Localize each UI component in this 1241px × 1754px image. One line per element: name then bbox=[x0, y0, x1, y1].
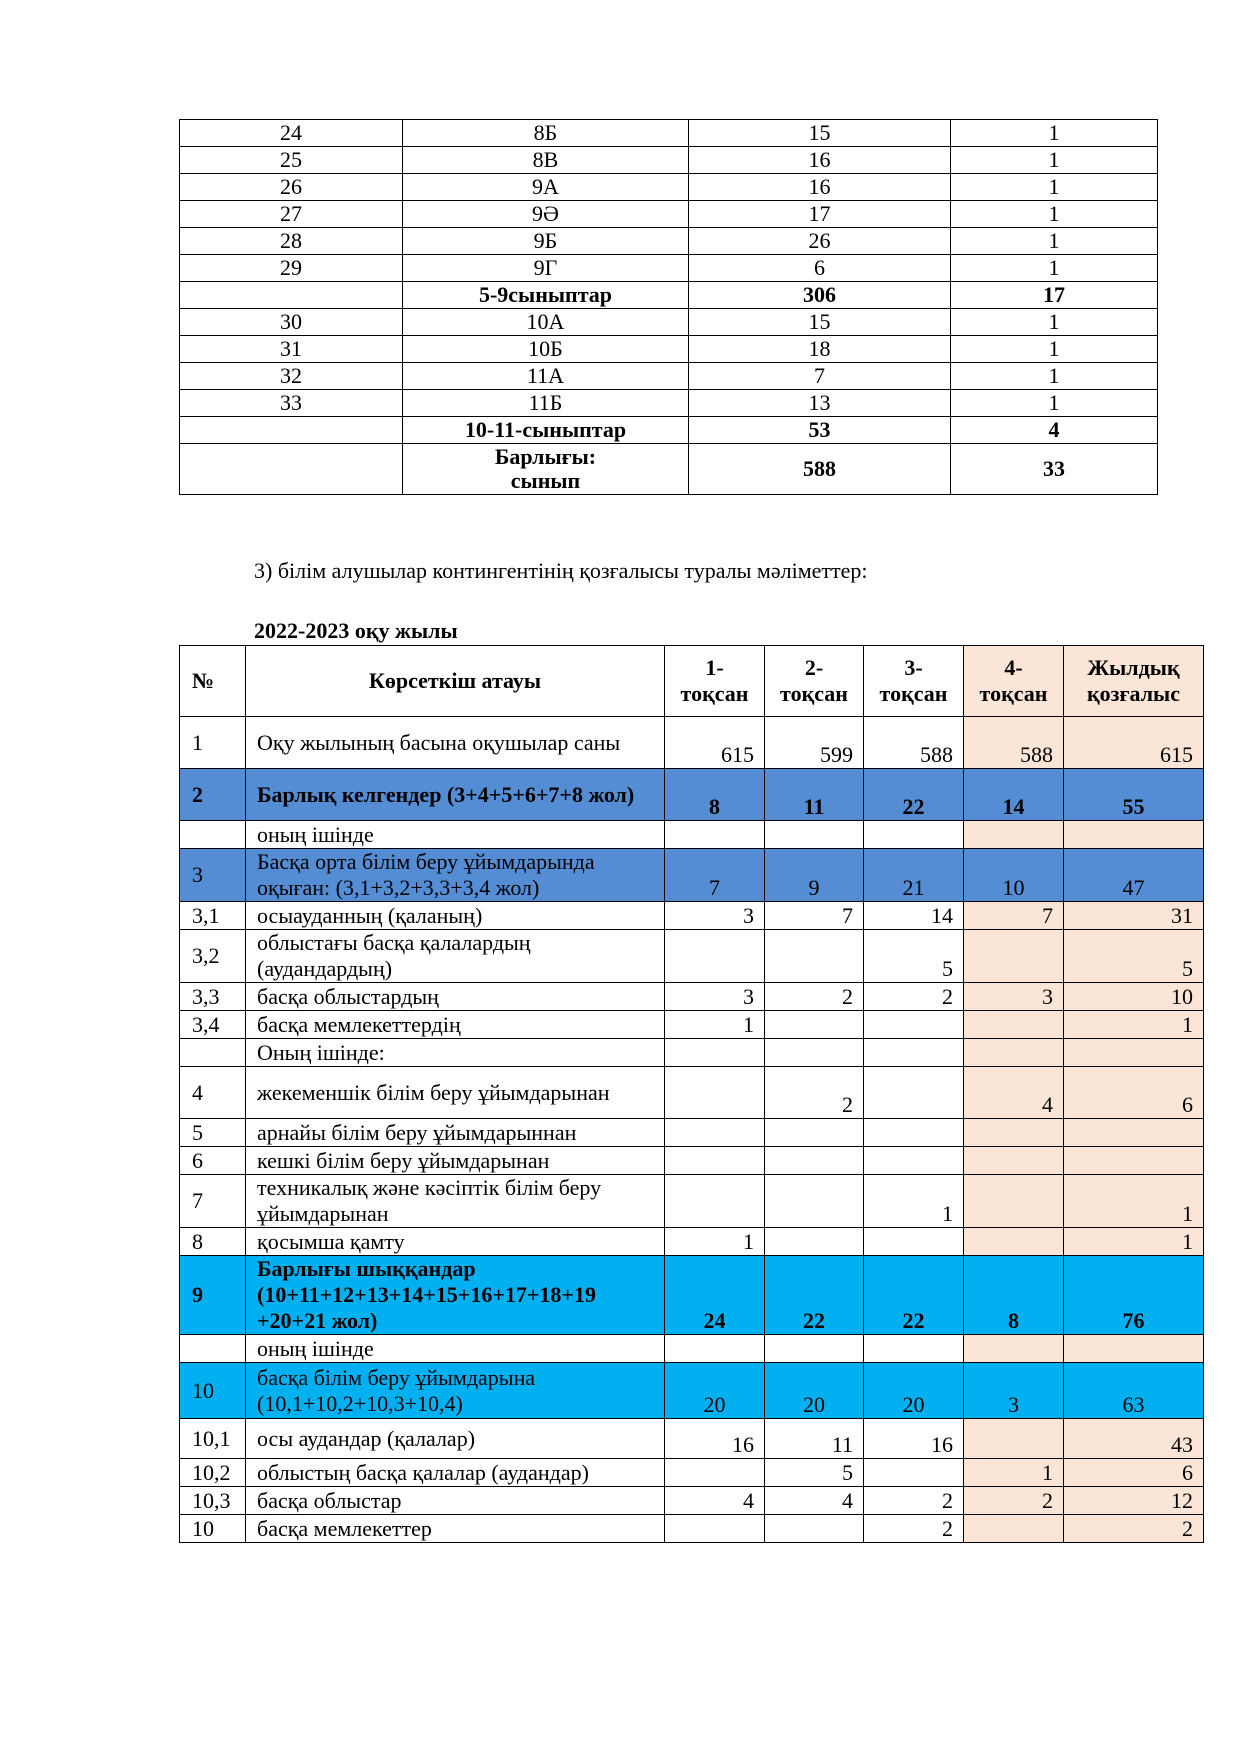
row-number: 3 bbox=[180, 849, 246, 902]
row-number bbox=[180, 417, 403, 444]
row-number: 33 bbox=[180, 390, 403, 417]
indicator-name: басқа облыстар bbox=[246, 1487, 665, 1515]
indicator-name: облыстағы басқа қалалардың (аудандардың) bbox=[246, 930, 665, 983]
q4-value: 4 bbox=[964, 1067, 1064, 1119]
yearly-value bbox=[1064, 821, 1204, 849]
yearly-value: 6 bbox=[1064, 1067, 1204, 1119]
class-name: 8В bbox=[403, 147, 689, 174]
indicator-name: жекеменшік білім беру ұйымдарынан bbox=[246, 1067, 665, 1119]
yearly-value: 1 bbox=[1064, 1175, 1204, 1228]
table-row bbox=[180, 1175, 1204, 1228]
class-name: 9А bbox=[403, 174, 689, 201]
q2-value bbox=[765, 1515, 864, 1543]
q2-value: 2 bbox=[765, 983, 864, 1011]
q1-value bbox=[665, 930, 765, 983]
total-label bbox=[403, 444, 689, 495]
indicator-name: қосымша қамту bbox=[246, 1228, 665, 1256]
q1-value: 1 bbox=[665, 1228, 765, 1256]
row-number: 31 bbox=[180, 336, 403, 363]
class-count: 4 bbox=[951, 417, 1158, 444]
q3-value bbox=[864, 1459, 964, 1487]
header-name: Көрсеткіш атауы bbox=[246, 646, 665, 717]
q1-value bbox=[665, 1039, 765, 1067]
row-number: 10,1 bbox=[180, 1419, 246, 1459]
q1-value: 4 bbox=[665, 1487, 765, 1515]
yearly-value: 5 bbox=[1064, 930, 1204, 983]
subtotal-row bbox=[180, 282, 1158, 309]
yearly-value: 31 bbox=[1064, 902, 1204, 930]
indicator-name: басқа облыстардың bbox=[246, 983, 665, 1011]
class-name: 10Б bbox=[403, 336, 689, 363]
header-q1: 1- тоқсан bbox=[665, 646, 765, 717]
q2-value: 7 bbox=[765, 902, 864, 930]
table-row bbox=[180, 1067, 1204, 1119]
indicator-name: осы аудандар (қалалар) bbox=[246, 1419, 665, 1459]
q4-value: 2 bbox=[964, 1487, 1064, 1515]
indicator-name: кешкі білім беру ұйымдарынан bbox=[246, 1147, 665, 1175]
q4-value bbox=[964, 1175, 1064, 1228]
table-row bbox=[180, 1515, 1204, 1543]
indicator-name: Басқа орта білім беру ұйымдарында оқыған: (3,1+3,2+3,3+3,4 жол) bbox=[246, 849, 665, 902]
q3-value: 2 bbox=[864, 1515, 964, 1543]
row-number: 9 bbox=[180, 1256, 246, 1335]
q3-value: 588 bbox=[864, 717, 964, 769]
q3-value bbox=[864, 1039, 964, 1067]
q1-value bbox=[665, 1515, 765, 1543]
table-row bbox=[180, 147, 1158, 174]
class-count: 17 bbox=[951, 282, 1158, 309]
q1-value: 1 bbox=[665, 1011, 765, 1039]
q2-value: 20 bbox=[765, 1363, 864, 1419]
row-number: 25 bbox=[180, 147, 403, 174]
q4-value: 588 bbox=[964, 717, 1064, 769]
class-name: 10-11-сыныптар bbox=[403, 417, 689, 444]
q3-value: 16 bbox=[864, 1419, 964, 1459]
indicator-name: оның ішінде bbox=[246, 821, 665, 849]
row-number bbox=[180, 1039, 246, 1067]
class-count-table bbox=[179, 119, 1158, 495]
contingent-movement-table bbox=[179, 645, 1204, 1543]
row-number: 3,3 bbox=[180, 983, 246, 1011]
q4-value: 8 bbox=[964, 1256, 1064, 1335]
total-classes: 33 bbox=[951, 444, 1158, 495]
indicator-name: Барлық келгендер (3+4+5+6+7+8 жол) bbox=[246, 769, 665, 821]
table-row bbox=[180, 821, 1204, 849]
table-row bbox=[180, 228, 1158, 255]
table-row bbox=[180, 1335, 1204, 1363]
yearly-value: 6 bbox=[1064, 1459, 1204, 1487]
student-count: 13 bbox=[689, 390, 951, 417]
table-row bbox=[180, 983, 1204, 1011]
row-number: 6 bbox=[180, 1147, 246, 1175]
class-count: 1 bbox=[951, 174, 1158, 201]
table-row bbox=[180, 930, 1204, 983]
q3-value bbox=[864, 1147, 964, 1175]
header-no: № bbox=[180, 646, 246, 717]
indicator-name: Оқу жылының басына оқушылар саны bbox=[246, 717, 665, 769]
q3-value: 22 bbox=[864, 769, 964, 821]
q1-value bbox=[665, 1335, 765, 1363]
class-count: 1 bbox=[951, 390, 1158, 417]
yearly-value: 1 bbox=[1064, 1228, 1204, 1256]
yearly-value: 2 bbox=[1064, 1515, 1204, 1543]
student-count: 17 bbox=[689, 201, 951, 228]
row-number bbox=[180, 282, 403, 309]
q2-value: 599 bbox=[765, 717, 864, 769]
student-count: 16 bbox=[689, 147, 951, 174]
class-count: 1 bbox=[951, 228, 1158, 255]
row-number bbox=[180, 821, 246, 849]
q3-value: 22 bbox=[864, 1256, 964, 1335]
indicator-name: басқа мемлекеттер bbox=[246, 1515, 665, 1543]
table-row bbox=[180, 309, 1158, 336]
row-number: 7 bbox=[180, 1175, 246, 1228]
q3-value bbox=[864, 1335, 964, 1363]
table-row bbox=[180, 1011, 1204, 1039]
q4-value: 7 bbox=[964, 902, 1064, 930]
indicator-name: облыстың басқа қалалар (аудандар) bbox=[246, 1459, 665, 1487]
indicator-name: осыауданның (қаланың) bbox=[246, 902, 665, 930]
student-count: 26 bbox=[689, 228, 951, 255]
section-paragraph: 3) білім алушылар контингентінің қозғалысы туралы мәліметтер: bbox=[254, 558, 868, 583]
student-count: 15 bbox=[689, 120, 951, 147]
student-count: 53 bbox=[689, 417, 951, 444]
q4-value bbox=[964, 1228, 1064, 1256]
header-q4: 4- тоқсан bbox=[964, 646, 1064, 717]
q4-value: 3 bbox=[964, 983, 1064, 1011]
row-number: 4 bbox=[180, 1067, 246, 1119]
q4-value bbox=[964, 1039, 1064, 1067]
q3-value: 14 bbox=[864, 902, 964, 930]
class-count: 1 bbox=[951, 309, 1158, 336]
q1-value bbox=[665, 1459, 765, 1487]
table-row bbox=[180, 717, 1204, 769]
q2-value bbox=[765, 1335, 864, 1363]
class-name: 8Б bbox=[403, 120, 689, 147]
q1-value bbox=[665, 1175, 765, 1228]
table-row bbox=[180, 1419, 1204, 1459]
table-row bbox=[180, 363, 1158, 390]
student-count: 15 bbox=[689, 309, 951, 336]
row-number: 28 bbox=[180, 228, 403, 255]
q1-value: 20 bbox=[665, 1363, 765, 1419]
row-number bbox=[180, 1335, 246, 1363]
q1-value bbox=[665, 1119, 765, 1147]
q1-value: 615 bbox=[665, 717, 765, 769]
q4-value bbox=[964, 1119, 1064, 1147]
indicator-name: Оның ішінде: bbox=[246, 1039, 665, 1067]
table-row bbox=[180, 120, 1158, 147]
total-label-line2: сынып bbox=[510, 468, 581, 493]
table-row bbox=[180, 255, 1158, 282]
class-name: 10А bbox=[403, 309, 689, 336]
student-count: 7 bbox=[689, 363, 951, 390]
q4-value: 10 bbox=[964, 849, 1064, 902]
class-count: 1 bbox=[951, 147, 1158, 174]
row-number: 2 bbox=[180, 769, 246, 821]
q3-value bbox=[864, 821, 964, 849]
header-q2: 2- тоқсан bbox=[765, 646, 864, 717]
total-label-line1: Барлығы: bbox=[494, 444, 597, 469]
indicator-name: Барлығы шыққандар (10+11+12+13+14+15+16+17+18+19 +20+21 жол) bbox=[246, 1256, 665, 1335]
row-number: 3,1 bbox=[180, 902, 246, 930]
student-count: 16 bbox=[689, 174, 951, 201]
q2-value: 4 bbox=[765, 1487, 864, 1515]
yearly-value bbox=[1064, 1335, 1204, 1363]
q2-value bbox=[765, 1228, 864, 1256]
q3-value: 5 bbox=[864, 930, 964, 983]
table-row bbox=[180, 1039, 1204, 1067]
total-students: 588 bbox=[689, 444, 951, 495]
academic-year-title: 2022-2023 оқу жылы bbox=[254, 618, 458, 643]
table-row bbox=[180, 1228, 1204, 1256]
q2-value: 11 bbox=[765, 769, 864, 821]
class-name: 5-9сыныптар bbox=[403, 282, 689, 309]
row-number: 10,3 bbox=[180, 1487, 246, 1515]
q2-value: 9 bbox=[765, 849, 864, 902]
row-number: 10,2 bbox=[180, 1459, 246, 1487]
q2-value bbox=[765, 1175, 864, 1228]
q2-value: 5 bbox=[765, 1459, 864, 1487]
q4-value: 3 bbox=[964, 1363, 1064, 1419]
yearly-value: 47 bbox=[1064, 849, 1204, 902]
q2-value bbox=[765, 821, 864, 849]
table-row bbox=[180, 390, 1158, 417]
row-number: 3,2 bbox=[180, 930, 246, 983]
table-row bbox=[180, 1459, 1204, 1487]
table-row bbox=[180, 769, 1204, 821]
class-name: 9Б bbox=[403, 228, 689, 255]
row-number: 29 bbox=[180, 255, 403, 282]
q2-value bbox=[765, 930, 864, 983]
q2-value: 2 bbox=[765, 1067, 864, 1119]
indicator-name: басқа білім беру ұйымдарына (10,1+10,2+10,3+10,4) bbox=[246, 1363, 665, 1419]
header-yearly: Жылдық қозғалыс bbox=[1064, 646, 1204, 717]
row-number: 1 bbox=[180, 717, 246, 769]
q2-value: 11 bbox=[765, 1419, 864, 1459]
q3-value: 20 bbox=[864, 1363, 964, 1419]
class-count: 1 bbox=[951, 255, 1158, 282]
table-row bbox=[180, 849, 1204, 902]
table-row bbox=[180, 336, 1158, 363]
q1-value bbox=[665, 1147, 765, 1175]
row-number: 5 bbox=[180, 1119, 246, 1147]
class-name: 9Г bbox=[403, 255, 689, 282]
q4-value bbox=[964, 1147, 1064, 1175]
q4-value bbox=[964, 1335, 1064, 1363]
q1-value bbox=[665, 1067, 765, 1119]
class-name: 11Б bbox=[403, 390, 689, 417]
q2-value: 22 bbox=[765, 1256, 864, 1335]
class-name: 9Ә bbox=[403, 201, 689, 228]
table-row bbox=[180, 174, 1158, 201]
table-row bbox=[180, 1487, 1204, 1515]
q3-value bbox=[864, 1228, 964, 1256]
q4-value bbox=[964, 930, 1064, 983]
row-number: 26 bbox=[180, 174, 403, 201]
yearly-value: 10 bbox=[1064, 983, 1204, 1011]
q4-value: 14 bbox=[964, 769, 1064, 821]
q1-value: 16 bbox=[665, 1419, 765, 1459]
class-count: 1 bbox=[951, 201, 1158, 228]
q3-value bbox=[864, 1067, 964, 1119]
q4-value bbox=[964, 1515, 1064, 1543]
class-count: 1 bbox=[951, 336, 1158, 363]
class-name: 11А bbox=[403, 363, 689, 390]
yearly-value bbox=[1064, 1147, 1204, 1175]
q1-value: 24 bbox=[665, 1256, 765, 1335]
indicator-name: басқа мемлекеттердің bbox=[246, 1011, 665, 1039]
indicator-name: арнайы білім беру ұйымдарыннан bbox=[246, 1119, 665, 1147]
indicator-name: техникалық және кәсіптік білім беру ұйымдарынан bbox=[246, 1175, 665, 1228]
subtotal-row bbox=[180, 417, 1158, 444]
q2-value bbox=[765, 1147, 864, 1175]
yearly-value: 63 bbox=[1064, 1363, 1204, 1419]
yearly-value: 76 bbox=[1064, 1256, 1204, 1335]
indicator-name: оның ішінде bbox=[246, 1335, 665, 1363]
yearly-value: 55 bbox=[1064, 769, 1204, 821]
yearly-value: 615 bbox=[1064, 717, 1204, 769]
q3-value: 1 bbox=[864, 1175, 964, 1228]
student-count: 18 bbox=[689, 336, 951, 363]
q1-value bbox=[665, 821, 765, 849]
q4-value bbox=[964, 1011, 1064, 1039]
yearly-value: 12 bbox=[1064, 1487, 1204, 1515]
row-number: 3,4 bbox=[180, 1011, 246, 1039]
q4-value: 1 bbox=[964, 1459, 1064, 1487]
total-empty-cell bbox=[180, 444, 403, 495]
row-number: 8 bbox=[180, 1228, 246, 1256]
q3-value bbox=[864, 1011, 964, 1039]
row-number: 10 bbox=[180, 1515, 246, 1543]
row-number: 24 bbox=[180, 120, 403, 147]
table-row bbox=[180, 902, 1204, 930]
class-count: 1 bbox=[951, 120, 1158, 147]
q2-value bbox=[765, 1119, 864, 1147]
q2-value bbox=[765, 1011, 864, 1039]
q1-value: 7 bbox=[665, 849, 765, 902]
table-row bbox=[180, 201, 1158, 228]
total-row bbox=[180, 444, 1158, 495]
yearly-value: 43 bbox=[1064, 1419, 1204, 1459]
q3-value: 21 bbox=[864, 849, 964, 902]
table-row bbox=[180, 1147, 1204, 1175]
yearly-value: 1 bbox=[1064, 1011, 1204, 1039]
q3-value: 2 bbox=[864, 983, 964, 1011]
row-number: 32 bbox=[180, 363, 403, 390]
student-count: 6 bbox=[689, 255, 951, 282]
row-number: 30 bbox=[180, 309, 403, 336]
yearly-value bbox=[1064, 1039, 1204, 1067]
table-row bbox=[180, 1119, 1204, 1147]
table-row bbox=[180, 1363, 1204, 1419]
row-number: 27 bbox=[180, 201, 403, 228]
q1-value: 3 bbox=[665, 902, 765, 930]
q2-value bbox=[765, 1039, 864, 1067]
q3-value bbox=[864, 1119, 964, 1147]
class-count: 1 bbox=[951, 363, 1158, 390]
q4-value bbox=[964, 821, 1064, 849]
q1-value: 8 bbox=[665, 769, 765, 821]
table-row bbox=[180, 1256, 1204, 1335]
q4-value bbox=[964, 1419, 1064, 1459]
q3-value: 2 bbox=[864, 1487, 964, 1515]
header-q3: 3- тоқсан bbox=[864, 646, 964, 717]
student-count: 306 bbox=[689, 282, 951, 309]
row-number: 10 bbox=[180, 1363, 246, 1419]
table-header-row bbox=[180, 646, 1204, 717]
q1-value: 3 bbox=[665, 983, 765, 1011]
yearly-value bbox=[1064, 1119, 1204, 1147]
